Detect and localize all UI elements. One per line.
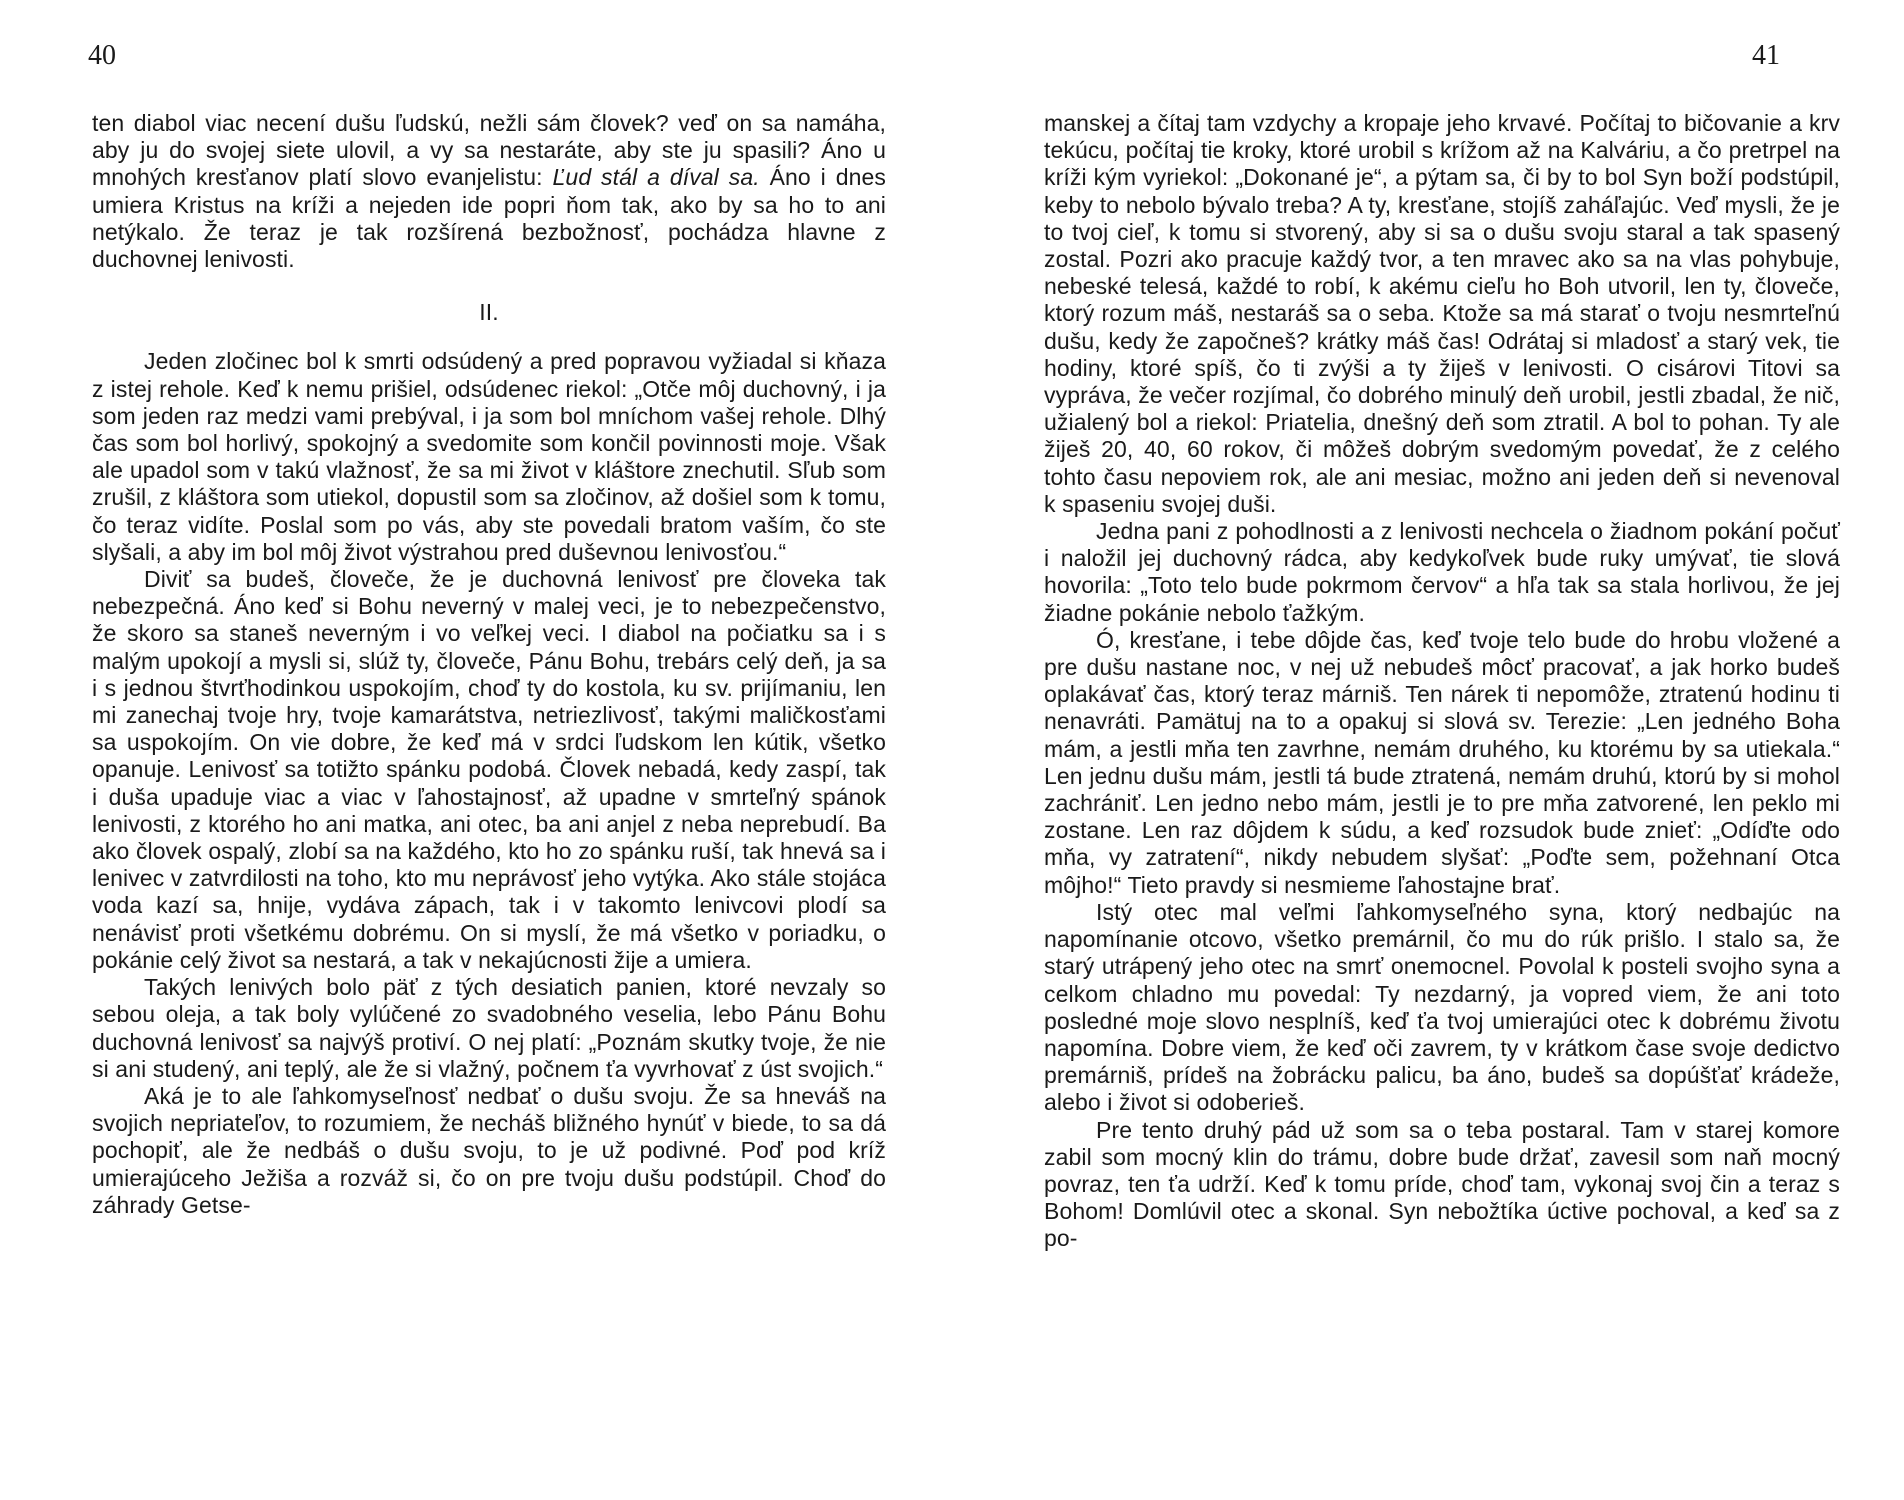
paragraph: manskej a čítaj tam vzdychy a kropaje jeho krvavé. Počítaj to bičovanie a krv tekúcu, počítaj tie kroky, ktoré urobil s krížom až na Kalváriu, a čo pretrpel na kríži kým vyriekol: „Dokonané je“, a pýtam sa, či by to bol Syn boží podstúpil, keby to nebolo bývalo treba? A ty, kresťane, stojíš zaháľajúc. Veď mysli, že je to tvoj cieľ, k tomu si stvorený, aby si sa o dušu svoju staral a tak spasený zostal. Pozri ako pracuje každý tvor, a ten mravec ako sa na vlas pohybuje, nebeské telesá, každé to robí, k akému cieľu ho Boh utvoril, len ty, človeče, ktorý rozum máš, nestaráš sa o seba. Ktože sa má starať o tvoju nesmrteľnú dušu, kedy že započneš? krátky máš čas! Odrátaj si mladosť a starý vek, tie hodiny, ktoré spíš, čo ti zvýši a ty žiješ v lenivosti. O cisárovi Titovi sa vypráva, že večer rozjímal, čo dobrého minulý deň urobil, jestli zbadal, že nič, užialený bol a riekol: Priatelia, dnešný deň som ztratil. A bol to pohan. Ty ale žiješ 20, 40, 60 rokov, či môžeš dobrým svedomým povedať, že z celého tohto času nepoviem rok, ale ani mesiac, možno ani jeden deň si nevenoval k spaseniu svojej duši. bbox=[1044, 110, 1840, 517]
italic-quote: Ľud stál a díval sa. bbox=[552, 164, 760, 191]
page-body bbox=[1044, 110, 1840, 1253]
page-number: 41 bbox=[1752, 40, 1780, 71]
left-page bbox=[0, 0, 886, 1500]
paragraph bbox=[92, 110, 886, 273]
paragraph: Diviť sa budeš, človeče, že je duchovná lenivosť pre človeka tak nebezpečná. Áno keď si Bohu neverný v malej veci, je to nebezpečenstvo, že skoro sa staneš neverným i vo veľkej veci. I diabol na počiatku sa i s malým upokojí a mysli si, slúž ty, človeče, Pánu Bohu, trebárs celý deň, ja sa i s jednou štvrťhodinkou uspokojím, choď ty do kostola, ku sv. prijímaniu, len mi zanechaj tvoje hry, tvoje kamarátstva, netriezlivosť, takými maličkosťami sa uspokojím. On vie dobre, že keď má v srdci ľudskom len kútik, všetko opanuje. Lenivosť sa totižto spánku podobá. Človek nebadá, kedy zaspí, tak i duša upaduje viac a viac v ľahostajnosť, až upadne v smrteľný spánok lenivosti, z ktorého ho ani matka, ani otec, ba ani anjel z neba neprebudí. Ba ako človek ospalý, zlobí sa na každého, kto ho zo spánku ruší, tak hnevá sa i lenivec v zatvrdilosti na toho, kto mu neprávosť jeho vytýka. Ako stále stojáca voda kazí sa, hnije, vydáva zápach, tak i v takomto lenivcovi plodí sa nenávisť proti všetkému dobrému. On si myslí, že má všetko v poriadku, o pokánie celý život sa nestará, a tak v nekajúcnosti žije a umiera. bbox=[92, 566, 886, 973]
paragraph: Jedna pani z pohodlnosti a z lenivosti nechcela o žiadnom pokání počuť i naložil jej duchovný rádca, aby kedykoľvek bude ruky umývať, tie slová hovorila: „Toto telo bude pokrmom červov“ a hľa tak sa stala horlivou, že jej žiadne pokánie nebolo ťažkým. bbox=[1044, 518, 1840, 626]
section-heading: II. bbox=[479, 299, 499, 326]
text-span: ten diabol viac necení dušu ľudskú, nežli sám človek? veď on sa namáha, aby ju do svojej siete ulovil, a vy sa nestaráte, aby ste ju spasili? Áno u mnohých kresťanov platí slovo evanjelistu: bbox=[92, 110, 886, 191]
paragraph: Ó, kresťane, i tebe dôjde čas, keď tvoje telo bude do hrobu vložené a pre dušu nastane noc, v nej už nebudeš môcť pracovať, a jak horko budeš oplakávať čas, ktorý teraz márniš. Ten nárek ti nepomôže, ztratenú hodinu ti nenavráti. Pamätuj na to a opakuj si slová sv. Terezie: „Len jedného Boha mám, a jestli mňa ten zavrhne, nemám druhého, ku ktorému by sa utiekala.“ Len jednu dušu mám, jestli tá bude ztratená, nemám druhú, ktorú by si mohol zachrániť. Len jedno nebo mám, jestli je to pre mňa zatvorené, len peklo mi zostane. Len raz dôjdem k súdu, a keď rozsudok bude znieť: „Odíďte odo mňa, vy zatratení“, nikdy nebudem slyšať: „Poďte sem, požehnaní Otca môjho!“ Tieto pravdy si nesmieme ľahostajne brať. bbox=[1044, 626, 1840, 898]
paragraph: Jeden zločinec bol k smrti odsúdený a pred popravou vyžiadal si kňaza z istej rehole. Keď k nemu prišiel, odsúdenec riekol: „Otče môj duchovný, i ja som jeden raz medzi vami prebýval, i ja som bol mníchom vašej rehole. Dlhý čas som bol horlivý, spokojný a svedomite som končil povinnosti moje. Však ale upadol som v takú vlažnosť, že sa mi život v kláštore znechutil. Sľub som zrušil, z kláštora som utiekol, dopustil som sa zločinov, až došiel som k tomu, čo teraz vidíte. Poslal som po vás, aby ste povedali bratom vaším, čo ste slyšali, a aby im bol môj život výstrahou pred duševnou lenivosťou.“ bbox=[92, 348, 886, 565]
text-span: Áno i dnes umiera Kristus na kríži a nejeden ide popri ňom tak, ako by sa ho to ani netýkalo. Že teraz je tak rozšírená bezbožnosť, pochádza hlavne z duchovnej lenivosti. bbox=[92, 164, 886, 273]
right-page bbox=[952, 0, 1840, 1500]
page-number: 40 bbox=[88, 40, 116, 71]
paragraph: Pre tento druhý pád už som sa o teba postaral. Tam v starej komore zabil som mocný klin do trámu, dobre bude držať, zavesil som naň mocný povraz, ten ťa udrží. Keď k tomu príde, choď tam, vykonaj svoj čin a teraz s Bohom! Domlúvil otec a skonal. Syn nebožtíka úctive pochoval, a keď sa z po- bbox=[1044, 1116, 1840, 1252]
paragraph: Takých lenivých bolo päť z tých desiatich panien, ktoré nevzaly so sebou oleja, a tak boly vylúčené zo svadobného veselia, lebo Pánu Bohu duchovná lenivosť sa najvýš protiví. O nej platí: „Poznám skutky tvoje, že nie si ani studený, ani teplý, ale že si vlažný, počnem ťa vyvrhovať z úst svojich.“ bbox=[92, 974, 886, 1082]
paragraph: Istý otec mal veľmi ľahkomyseľného syna, ktorý nedbajúc na napomínanie otcovo, všetko premárnil, čo mu do rúk prišlo. I stalo sa, že starý utrápený jeho otec na smrť onemocnel. Povolal k posteli svojho syna a celkom chladno mu povedal: Ty nezdarný, ja vopred viem, že ani toto posledné moje slovo nesplníš, keď ťa tvoj umierajúci otec k dobrému životu napomína. Dobre viem, že keď oči zavrem, ty v krátkom čase svoje dedictvo premárniš, prídeš na žobrácku palicu, ba áno, budeš sa dopúšťať krádeže, alebo i život si odoberieš. bbox=[1044, 898, 1840, 1116]
paragraph: Aká je to ale ľahkomyseľnosť nedbať o dušu svoju. Že sa hneváš na svojich nepriateľov, to rozumiem, že necháš bližného hynúť v biede, to sa dá pochopiť, ale že nedbáš o dušu svoju, to je už podivné. Poď pod kríž umierajúceho Ježiša a rozváž si, čo on pre tvoju dušu podstúpil. Choď do záhrady Getse- bbox=[92, 1082, 886, 1218]
page-body bbox=[92, 110, 886, 1219]
